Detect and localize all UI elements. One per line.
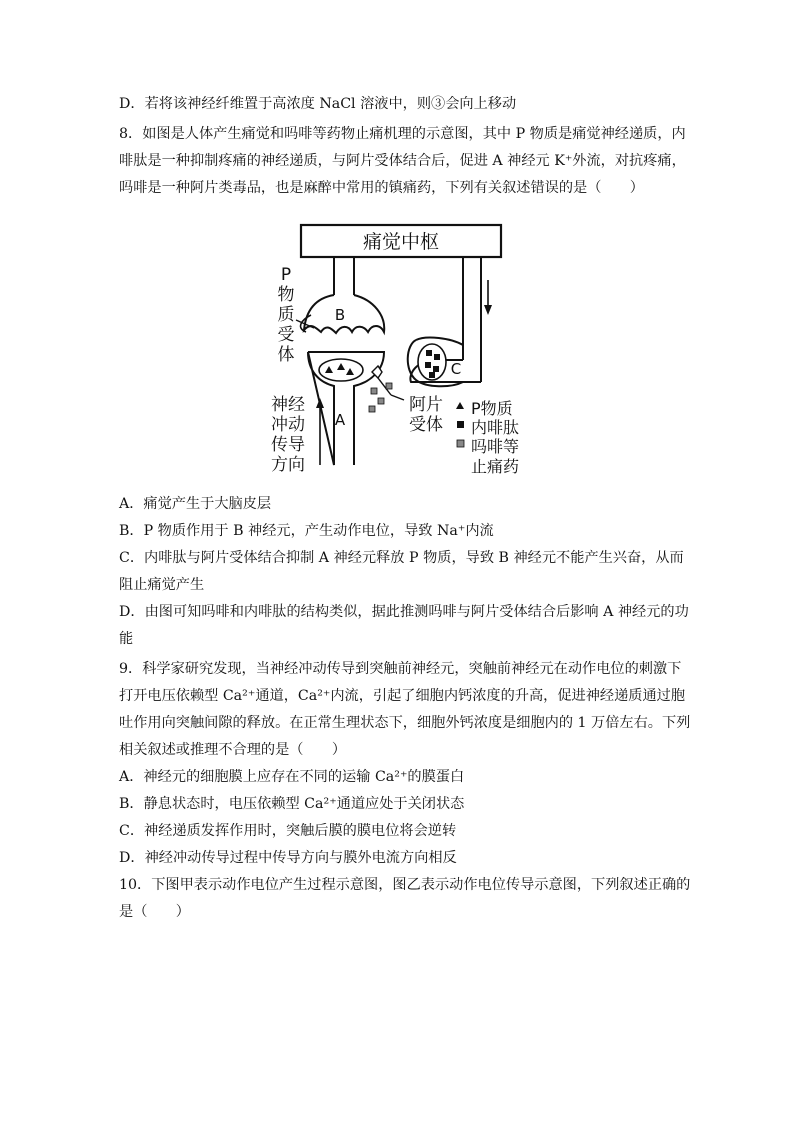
impulse-direction-label bbox=[271, 395, 305, 475]
svg-text:方向: 方向 bbox=[271, 455, 305, 475]
svg-text:传导: 传导 bbox=[271, 435, 305, 455]
pain-center-label: 痛觉中枢 bbox=[362, 231, 440, 253]
svg-text:内啡肽: 内啡肽 bbox=[471, 418, 520, 437]
legend bbox=[456, 399, 519, 476]
q8-option-a: A．痛觉产生于大脑皮层 bbox=[119, 496, 272, 512]
svg-text:神经: 神经 bbox=[271, 395, 305, 415]
q8-stem-line-2: 啡肽是一种抑制疼痛的神经递质，与阿片受体结合后，促进 A 神经元 K⁺外流，对抗疼痛， bbox=[119, 153, 686, 169]
svg-text:冲动: 冲动 bbox=[271, 415, 305, 435]
svg-text:止痛药: 止痛药 bbox=[471, 457, 520, 476]
q10-stem-line-1: 10．下图甲表示动作电位产生过程示意图，图乙表示动作电位传导示意图，下列叙述正确的 bbox=[119, 877, 691, 893]
q9-option-b: B．静息状态时，电压依赖型 Ca²⁺通道应处于关闭状态 bbox=[119, 796, 465, 812]
legend-p-substance-icon bbox=[456, 402, 464, 409]
svg-text:P: P bbox=[280, 265, 292, 285]
q9-option-a: A．神经元的细胞膜上应存在不同的运输 Ca²⁺的膜蛋白 bbox=[119, 769, 465, 785]
q9-stem-line-2: 打开电压依赖型 Ca²⁺通道，Ca²⁺内流，引起了细胞内钙浓度的升高，促进神经递质通过胞 bbox=[119, 688, 686, 704]
legend-endorphin-icon bbox=[457, 421, 464, 428]
q9-stem-line-3: 吐作用向突触间隙的释放。在正常生理状态下，细胞外钙浓度是细胞内的 1 万倍左右。下列 bbox=[119, 715, 691, 731]
svg-text:受: 受 bbox=[277, 325, 295, 345]
neuron-c-label: C bbox=[450, 360, 462, 378]
svg-text:质: 质 bbox=[277, 305, 295, 325]
svg-text:物: 物 bbox=[277, 285, 295, 305]
neuron-a-label: A bbox=[334, 411, 346, 429]
neuron-b-label: B bbox=[334, 306, 346, 324]
svg-text:阿片: 阿片 bbox=[409, 395, 443, 415]
q9-option-d: D．神经冲动传导过程中传导方向与膜外电流方向相反 bbox=[119, 850, 457, 866]
q8-option-d-line-1: D．由图可知吗啡和内啡肽的结构类似，据此推测吗啡与阿片受体结合后影响 A 神经元的功 bbox=[119, 604, 689, 620]
q8-option-c-line-1: C．内啡肽与阿片受体结合抑制 A 神经元释放 P 物质，导致 B 神经元不能产生兴奋，从而 bbox=[119, 550, 684, 566]
q8-option-c-line-2: 阻止痛觉产生 bbox=[119, 577, 205, 593]
q8-option-b: B．P 物质作用于 B 神经元，产生动作电位，导致 Na⁺内流 bbox=[119, 523, 494, 539]
svg-text:P物质: P物质 bbox=[471, 399, 513, 418]
q9-option-c: C．神经递质发挥作用时，突触后膜的膜电位将会逆转 bbox=[119, 823, 457, 839]
q9-stem-line-1: 9．科学家研究发现，当神经冲动传导到突触前神经元，突触前神经元在动作电位的刺激下 bbox=[119, 661, 682, 677]
q8-stem-line-1: 8．如图是人体产生痛觉和吗啡等药物止痛机理的示意图，其中 P 物质是痛觉神经递质，内 bbox=[119, 126, 686, 142]
svg-text:体: 体 bbox=[277, 345, 295, 365]
p-receptor-label bbox=[278, 265, 295, 365]
svg-text:吗啡等: 吗啡等 bbox=[471, 437, 520, 456]
opioid-receptor-label bbox=[409, 395, 443, 435]
q8-option-d-line-2: 能 bbox=[119, 631, 134, 647]
q10-stem-line-2: 是（ ） bbox=[119, 904, 190, 920]
q8-stem-line-3: 吗啡是一种阿片类毒品，也是麻醉中常用的镇痛药，下列有关叙述错误的是（ ） bbox=[119, 180, 644, 196]
svg-text:受体: 受体 bbox=[409, 415, 443, 435]
legend-morphine-icon bbox=[457, 440, 464, 447]
q9-stem-line-4: 相关叙述或推理不合理的是（ ） bbox=[119, 742, 347, 758]
q7-option-d: D．若将该神经纤维置于高浓度 NaCl 溶液中，则③会向上移动 bbox=[119, 96, 517, 112]
pain-mechanism-diagram bbox=[266, 220, 536, 482]
